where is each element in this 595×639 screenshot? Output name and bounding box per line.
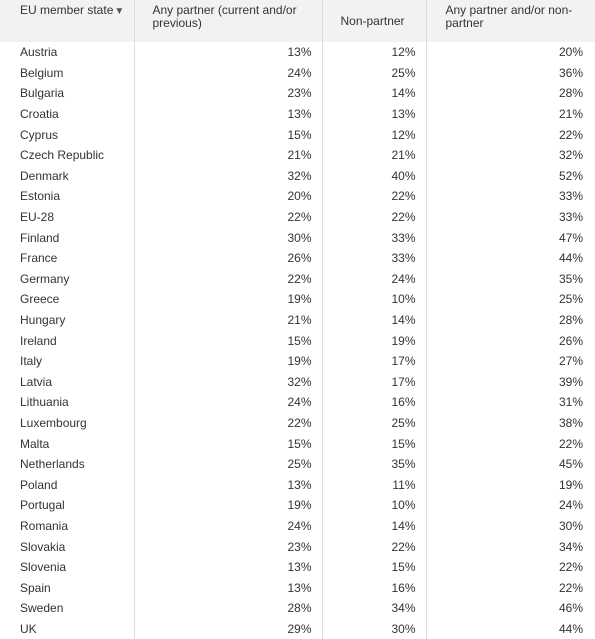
column-header-any-partner[interactable]: Any partner (current and/or previous) xyxy=(134,0,322,42)
cell-member-state: Slovenia xyxy=(0,557,134,578)
cell-any-partner: 24% xyxy=(134,392,322,413)
table-row xyxy=(0,186,595,207)
cell-non-partner: 10% xyxy=(322,289,426,310)
cell-any-partner: 25% xyxy=(134,454,322,475)
cell-any-partner-or-non-partner: 26% xyxy=(558,333,583,348)
cell-non-partner: 24% xyxy=(322,269,426,290)
cell-any-partner: 22% xyxy=(134,207,322,228)
cell-member-state: Denmark xyxy=(0,166,134,187)
table-row xyxy=(0,433,595,454)
cell-any-partner: 24% xyxy=(134,516,322,537)
cell-any-partner: 22% xyxy=(134,269,322,290)
cell-non-partner: 14% xyxy=(322,83,426,104)
cell-any-partner-or-non-partner: 35% xyxy=(558,271,583,286)
cell-any-partner: 28% xyxy=(134,598,322,619)
cell-any-partner: 13% xyxy=(134,104,322,125)
cell-any-partner-or-non-partner: 19% xyxy=(558,477,583,492)
table-row xyxy=(0,619,595,639)
cell-member-state: Netherlands xyxy=(0,454,134,475)
cell-any-partner-or-non-partner: 47% xyxy=(558,230,583,245)
table-row xyxy=(0,63,595,84)
table-row xyxy=(0,227,595,248)
cell-non-partner: 13% xyxy=(322,104,426,125)
cell-any-partner: 22% xyxy=(134,413,322,434)
cell-non-partner: 16% xyxy=(322,392,426,413)
cell-any-partner-or-non-partner: 28% xyxy=(558,86,583,101)
table-row xyxy=(0,104,595,125)
table-row xyxy=(0,413,595,434)
table-row xyxy=(0,495,595,516)
table-row xyxy=(0,166,595,187)
cell-any-partner: 32% xyxy=(134,166,322,187)
cell-any-partner-or-non-partner: 21% xyxy=(558,107,583,122)
table-row xyxy=(0,207,595,228)
cell-non-partner: 22% xyxy=(322,536,426,557)
cell-any-partner-or-non-partner: 22% xyxy=(558,560,583,575)
cell-any-partner: 32% xyxy=(134,372,322,393)
table-row xyxy=(0,124,595,145)
cell-member-state: Lithuania xyxy=(0,392,134,413)
cell-non-partner: 12% xyxy=(322,42,426,63)
table-body xyxy=(0,42,595,639)
cell-any-partner-or-non-partner: 46% xyxy=(558,601,583,616)
cell-any-partner-or-non-partner: 30% xyxy=(558,518,583,533)
cell-any-partner-or-non-partner: 20% xyxy=(558,45,583,60)
cell-member-state: Estonia xyxy=(0,186,134,207)
cell-member-state: Finland xyxy=(0,227,134,248)
cell-any-partner-or-non-partner: 44% xyxy=(558,251,583,266)
cell-any-partner: 26% xyxy=(134,248,322,269)
cell-non-partner: 21% xyxy=(322,145,426,166)
cell-non-partner: 22% xyxy=(322,186,426,207)
cell-member-state: Greece xyxy=(0,289,134,310)
cell-non-partner: 14% xyxy=(322,310,426,331)
cell-member-state: Latvia xyxy=(0,372,134,393)
cell-any-partner: 21% xyxy=(134,310,322,331)
cell-non-partner: 33% xyxy=(322,227,426,248)
cell-any-partner: 13% xyxy=(134,557,322,578)
cell-member-state: Portugal xyxy=(0,495,134,516)
table-row xyxy=(0,557,595,578)
column-header-any-partner-or-non-partner[interactable]: Any partner and/or non-partner xyxy=(426,0,595,42)
table-row xyxy=(0,516,595,537)
table-row xyxy=(0,269,595,290)
header-row xyxy=(0,0,595,42)
cell-any-partner-or-non-partner: 27% xyxy=(558,354,583,369)
cell-any-partner: 19% xyxy=(134,351,322,372)
cell-non-partner: 17% xyxy=(322,372,426,393)
cell-any-partner: 23% xyxy=(134,83,322,104)
cell-non-partner: 34% xyxy=(322,598,426,619)
cell-non-partner: 12% xyxy=(322,124,426,145)
cell-any-partner: 15% xyxy=(134,124,322,145)
cell-any-partner: 13% xyxy=(134,42,322,63)
cell-member-state: France xyxy=(0,248,134,269)
column-header-label: EU member state xyxy=(20,3,114,17)
cell-non-partner: 22% xyxy=(322,207,426,228)
cell-any-partner-or-non-partner: 33% xyxy=(558,189,583,204)
column-header-non-partner[interactable]: Non-partner xyxy=(322,0,426,42)
column-header-eu-member-state[interactable] xyxy=(0,0,134,42)
cell-member-state: Luxembourg xyxy=(0,413,134,434)
cell-any-partner-or-non-partner: 44% xyxy=(558,621,583,636)
cell-member-state: Slovakia xyxy=(0,536,134,557)
cell-member-state: Ireland xyxy=(0,330,134,351)
cell-any-partner-or-non-partner: 22% xyxy=(558,436,583,451)
cell-any-partner-or-non-partner: 36% xyxy=(558,65,583,80)
cell-any-partner-or-non-partner: 39% xyxy=(558,374,583,389)
cell-member-state: Austria xyxy=(0,42,134,63)
table-row xyxy=(0,289,595,310)
cell-any-partner: 23% xyxy=(134,536,322,557)
table-row xyxy=(0,351,595,372)
table-row xyxy=(0,598,595,619)
cell-any-partner: 13% xyxy=(134,577,322,598)
cell-non-partner: 25% xyxy=(322,413,426,434)
cell-member-state: Czech Republic xyxy=(0,145,134,166)
cell-non-partner: 17% xyxy=(322,351,426,372)
cell-any-partner-or-non-partner: 32% xyxy=(558,148,583,163)
cell-any-partner-or-non-partner: 28% xyxy=(558,313,583,328)
table-row xyxy=(0,577,595,598)
cell-non-partner: 15% xyxy=(322,433,426,454)
table-row xyxy=(0,536,595,557)
cell-member-state: Hungary xyxy=(0,310,134,331)
sort-descending-icon[interactable]: ▼ xyxy=(114,6,125,17)
cell-any-partner-or-non-partner: 38% xyxy=(558,415,583,430)
cell-non-partner: 40% xyxy=(322,166,426,187)
cell-member-state: Germany xyxy=(0,269,134,290)
table-row xyxy=(0,83,595,104)
table-row xyxy=(0,42,595,63)
cell-non-partner: 10% xyxy=(322,495,426,516)
cell-member-state: Belgium xyxy=(0,63,134,84)
table-row xyxy=(0,145,595,166)
cell-any-partner: 21% xyxy=(134,145,322,166)
cell-any-partner: 15% xyxy=(134,433,322,454)
cell-member-state: Malta xyxy=(0,433,134,454)
cell-non-partner: 15% xyxy=(322,557,426,578)
cell-any-partner: 19% xyxy=(134,289,322,310)
cell-any-partner: 19% xyxy=(134,495,322,516)
table-row xyxy=(0,248,595,269)
cell-any-partner-or-non-partner: 33% xyxy=(558,210,583,225)
cell-non-partner: 11% xyxy=(322,474,426,495)
cell-any-partner: 30% xyxy=(134,227,322,248)
cell-member-state: Cyprus xyxy=(0,124,134,145)
cell-non-partner: 25% xyxy=(322,63,426,84)
cell-any-partner: 20% xyxy=(134,186,322,207)
cell-any-partner-or-non-partner: 22% xyxy=(558,127,583,142)
table-row xyxy=(0,392,595,413)
cell-any-partner: 15% xyxy=(134,330,322,351)
cell-any-partner-or-non-partner: 45% xyxy=(558,457,583,472)
cell-non-partner: 30% xyxy=(322,619,426,639)
cell-any-partner-or-non-partner: 25% xyxy=(558,292,583,307)
cell-any-partner-or-non-partner: 22% xyxy=(558,580,583,595)
cell-member-state: Italy xyxy=(0,351,134,372)
cell-non-partner: 19% xyxy=(322,330,426,351)
cell-member-state: Croatia xyxy=(0,104,134,125)
cell-any-partner-or-non-partner: 52% xyxy=(558,168,583,183)
cell-non-partner: 33% xyxy=(322,248,426,269)
cell-any-partner-or-non-partner: 24% xyxy=(558,498,583,513)
cell-any-partner-or-non-partner: 34% xyxy=(558,539,583,554)
table-row xyxy=(0,474,595,495)
cell-any-partner-or-non-partner: 31% xyxy=(558,395,583,410)
cell-member-state: EU-28 xyxy=(0,207,134,228)
cell-member-state: Romania xyxy=(0,516,134,537)
table-row xyxy=(0,330,595,351)
cell-any-partner: 29% xyxy=(134,619,322,639)
table-row xyxy=(0,310,595,331)
cell-non-partner: 16% xyxy=(322,577,426,598)
cell-member-state: Spain xyxy=(0,577,134,598)
cell-any-partner: 24% xyxy=(134,63,322,84)
table-row xyxy=(0,454,595,475)
cell-any-partner: 13% xyxy=(134,474,322,495)
cell-member-state: Poland xyxy=(0,474,134,495)
cell-member-state: UK xyxy=(0,619,134,639)
cell-member-state: Sweden xyxy=(0,598,134,619)
table-row xyxy=(0,372,595,393)
cell-non-partner: 35% xyxy=(322,454,426,475)
cell-non-partner: 14% xyxy=(322,516,426,537)
cell-member-state: Bulgaria xyxy=(0,83,134,104)
